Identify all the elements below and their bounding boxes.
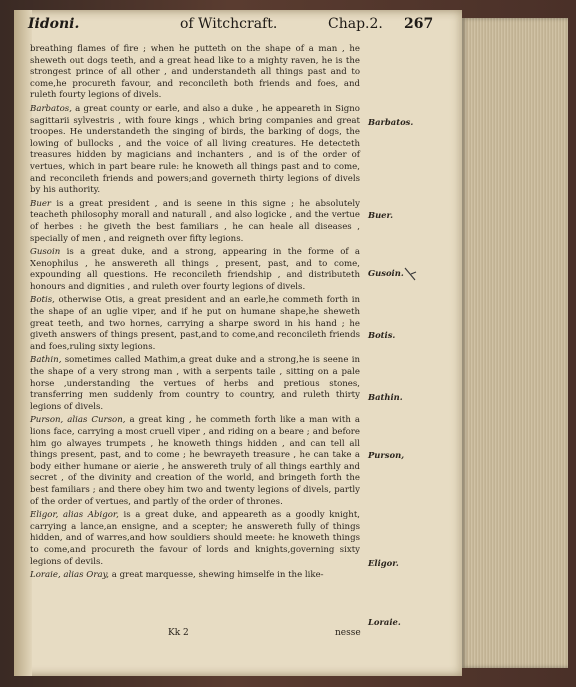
running-header xyxy=(28,16,454,40)
margin-note: Buer. xyxy=(368,210,394,220)
margin-note: Bathin. xyxy=(368,392,403,402)
paragraph-text: breathing flames of fire ; when he putteth on the shape of a man , he sheweth out dogs teeth, and a great head like to a mighty raven, he is the strongest prince of all other , and understandeth all things past and to come,he procureth favour, and reconcileth both friends and foes, and ruleth fourty legions of divels. xyxy=(30,44,360,101)
margin-note: Eligor. xyxy=(368,558,399,568)
margin-note: Botis. xyxy=(368,330,396,340)
paragraph xyxy=(30,570,360,582)
paragraph xyxy=(30,295,360,353)
header-left: Iidoni. xyxy=(28,16,80,32)
signature-mark: Kk 2 xyxy=(168,628,189,638)
paragraph xyxy=(30,355,360,413)
pencil-mark-icon xyxy=(402,266,418,282)
header-title: of Witchcraft. xyxy=(180,16,278,32)
header-chapter: Chap.2. xyxy=(328,16,383,32)
paragraph-lead: Eligor, alias Abigor, xyxy=(30,510,119,521)
paragraph-lead: Bathin, xyxy=(30,355,62,366)
paragraph-text: a great marquesse, shewing himselfe in the like- xyxy=(109,570,324,581)
paragraph-text: sometimes called Mathim,a great duke and a strong,he is seene in the shape of a very strong man , with a serpents taile , sitting on a pale horse ,understanding the vertues of herbs and pretious stones, transferring men suddenly from country to country, and ruleth thirty legions of divels. xyxy=(30,355,360,412)
paragraph-lead: Botis, xyxy=(30,295,55,306)
paragraph-lead: Barbatos, xyxy=(30,103,72,114)
margin-note: Barbatos. xyxy=(368,117,414,127)
paragraph-lead: Loraie, alias Oray, xyxy=(30,570,110,581)
paragraph-text: a great county or earle, and also a duke , he appeareth in Signo sagittarii sylvestris , with foure kings , which bring companies and great troopes. He understandeth the singing of birds, the barking of dogs, the lowing of bullocks , and the voice of all living creatures. He detecteth treasures hidden by magicians and inchanters , and is of the order of vertues, which in part beare rule: he knoweth all things past and to come, and reconcileth friends and powers;and governeth thirty legions of divels by his authority. xyxy=(30,103,360,196)
margin-note: Purson, xyxy=(368,450,405,460)
paragraph xyxy=(30,510,360,568)
paragraph xyxy=(30,415,360,508)
paragraph-lead: Buer xyxy=(30,198,52,209)
paragraph xyxy=(30,199,360,245)
paragraph xyxy=(30,104,360,197)
paragraph xyxy=(30,247,360,293)
catchword: nesse xyxy=(335,628,361,638)
body-text xyxy=(30,44,360,584)
paragraph-text: is a great president , and is seene in this signe ; he absolutely teacheth philosophy morall and naturall , and also logicke , and the vertue of herbes : he giveth the best familiars , he can heale all diseases , specially of men , and reigneth over fifty legions. xyxy=(30,198,360,244)
page-number: 267 xyxy=(404,16,434,32)
page-edges xyxy=(462,18,568,668)
paragraph-text: otherwise Otis, a great president and an earle,he commeth forth in the shape of an uglie viper, and if he put on humane shape,he sheweth great teeth, and two hornes, carrying a sharpe sword in his hand ; he giveth answers of things present, past,and to come,and reconcileth friends and foes,ruling sixty legions. xyxy=(30,295,360,352)
paragraph-lead: Gusoin xyxy=(30,247,61,258)
margin-note: Gusoin. xyxy=(368,268,404,278)
paragraph-lead: Purson, alias Curson, xyxy=(30,415,126,426)
paragraph xyxy=(30,44,360,102)
paragraph-text: is a great duke, and appeareth as a goodly knight, carrying a lance,an ensigne, and a scepter; he answereth fully of things hidden, and of warres,and how souldiers should meete: he knoweth things to come,and procureth the favour of lords and knights,governing sixty legions of devils. xyxy=(30,510,361,567)
paragraph-text: is a great duke, and a strong, appearing in the forme of a Xenophilus , he answereth all things , present, past, and to come, expounding all questions. He reconcileth friendship , and distributeth honours and dignities , and ruleth over fourty legions of divels. xyxy=(30,247,360,292)
margin-note: Loraie. xyxy=(368,617,401,627)
paragraph-text: a great king , he commeth forth like a man with a lions face, carrying a most cruell viper , and riding on a beare ; and before him go alwayes trumpets , he knoweth things hidden , and can tell all things present, past, and to come ; he bewrayeth treasure , he can take a body either humane or aierie , he answereth truly of all things earthly and secret , of the divinity and creation of the world, and bringeth forth the best familiars ; and there obey him two and twenty legions of divels, partly of the order of vertues, and partly of the order of thrones. xyxy=(30,415,360,507)
